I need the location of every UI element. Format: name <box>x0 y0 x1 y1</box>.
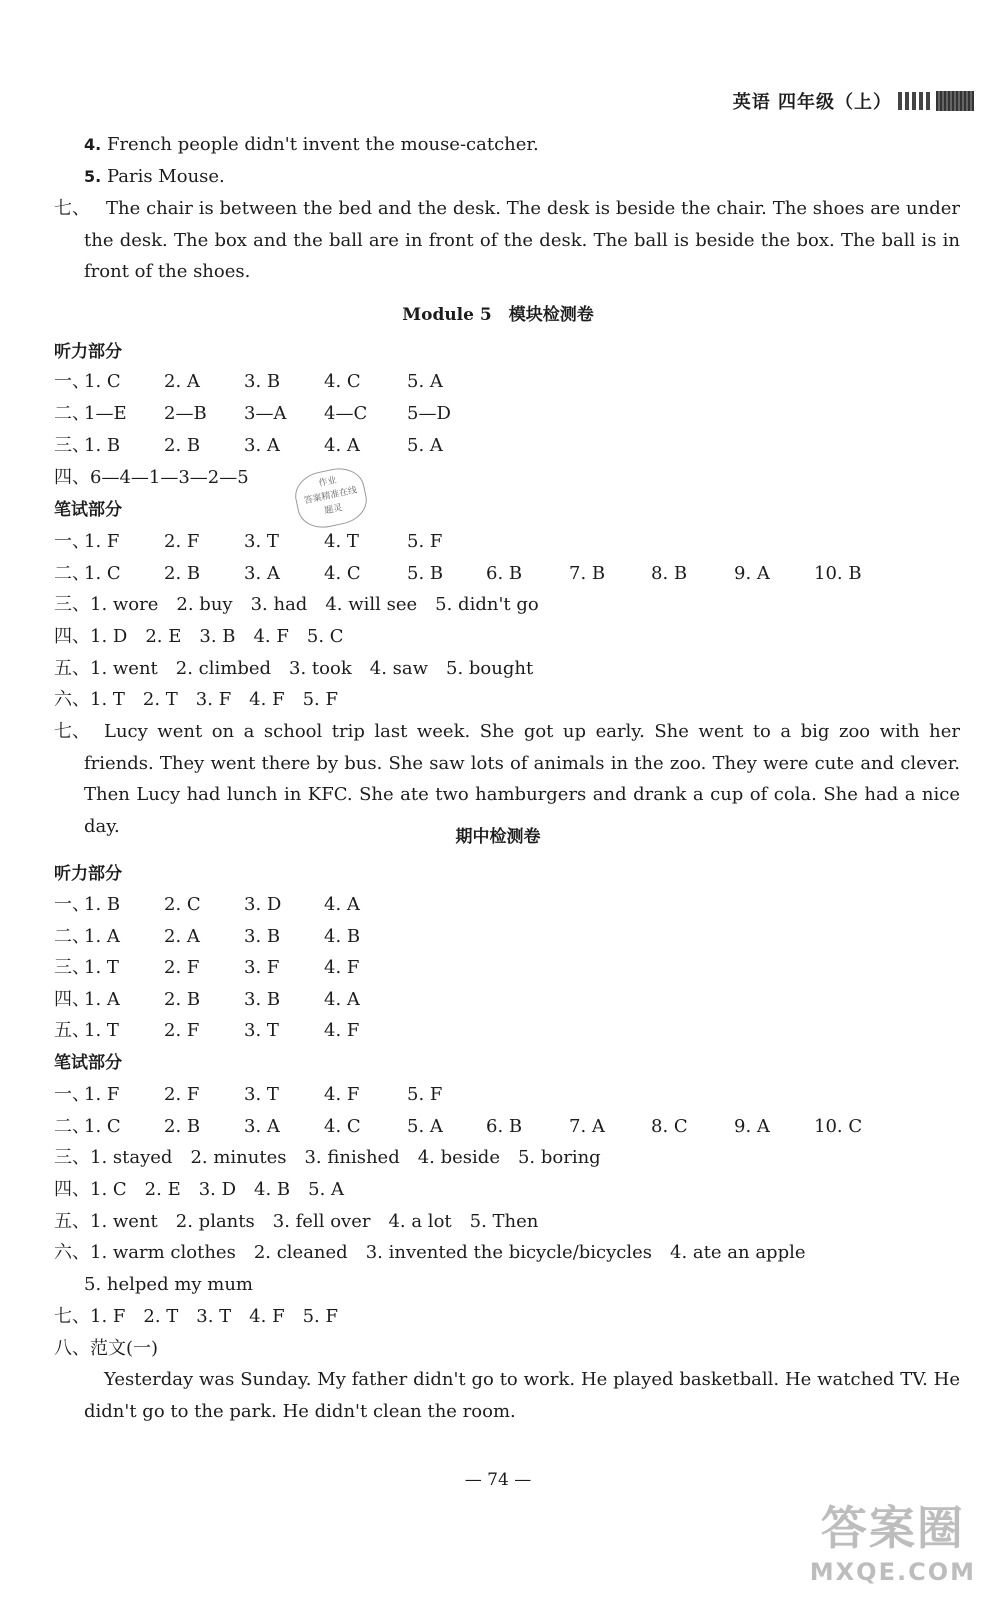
answer-item: 8. B <box>651 563 688 584</box>
q7-label: 七、 <box>54 198 90 219</box>
essay-paragraph: Yesterday was Sunday. My father didn't go to work. He played basketball. He watched TV. He didn't go to the park. He didn't clean the room. <box>84 1369 960 1422</box>
watermark-logo: 答案圈 MXQE.COM <box>809 1501 976 1586</box>
answer-item: 2. B <box>164 989 201 1010</box>
answer-item: 2. A <box>164 926 200 947</box>
answer-row <box>54 1019 360 1043</box>
answer-row <box>54 562 862 586</box>
answer-item: 1. F <box>84 1084 120 1105</box>
answer-item: 1. C <box>84 371 121 392</box>
answer-row <box>54 1083 443 1107</box>
answer-row: 六、1. T 2. T 3. F 4. F 5. F <box>54 689 338 710</box>
answer-item: 1. A <box>84 989 120 1010</box>
answer-item: 1. C <box>84 1116 121 1137</box>
answer-item: 2. A <box>164 371 200 392</box>
answer-row: 三、1. wore 2. buy 3. had 4. will see 5. didn't go <box>54 594 539 615</box>
question-label: 一、 <box>54 371 90 392</box>
answer-item: 6. B <box>486 1116 523 1137</box>
answer-item: 2. B <box>164 563 201 584</box>
answer-item: 2. F <box>164 1020 200 1041</box>
question-label: 三、 <box>54 957 90 978</box>
header-title: 英语 四年级（上） <box>732 92 892 113</box>
question-label: 一、 <box>54 1084 90 1105</box>
answer-item: 4. F <box>324 957 360 978</box>
stamp: 作业 答案精准在线 题灵 <box>291 463 371 532</box>
answer-item: 9. A <box>734 563 770 584</box>
question-label: 三、 <box>54 435 90 456</box>
answer-row: 四、1. D 2. E 3. B 4. F 5. C <box>54 626 344 647</box>
question-label: 五、 <box>54 1020 90 1041</box>
answer-row <box>54 402 451 426</box>
q7-label: 七、 <box>54 721 90 742</box>
answer-item: 10. B <box>814 563 862 584</box>
answer-row <box>54 893 360 917</box>
answer-item: 2. C <box>164 894 201 915</box>
answer-row: 七、1. F 2. T 3. T 4. F 5. F <box>54 1306 338 1327</box>
answer-row: 六、1. warm clothes 2. cleaned 3. invented the bicycle/bicycles 4. ate an apple <box>54 1242 806 1263</box>
answer-row <box>54 1115 863 1139</box>
answer-line: 5. Paris Mouse. <box>84 166 225 187</box>
answer-item: 5. B <box>407 563 444 584</box>
answer-row: 八、范文(一) <box>54 1338 159 1359</box>
answer-item: 6. B <box>486 563 523 584</box>
answer-row: 四、1. C 2. E 3. D 4. B 5. A <box>54 1179 345 1200</box>
header-decoration <box>898 92 930 110</box>
essay-paragraph: Lucy went on a school trip last week. She got up early. She went to a big zoo with her friends. They went there by bus. She saw lots of animals in the zoo. They were cute and clever. Then Lucy had lunch in KFC. She ate two hamburgers and drank a cup of cola. She had a nice day. <box>84 721 960 838</box>
answer-item: 3. B <box>244 989 281 1010</box>
answer-item: 3. T <box>244 531 279 552</box>
running-header <box>733 88 974 114</box>
header-block <box>936 91 974 111</box>
answer-item: 3. T <box>244 1084 279 1105</box>
answer-item: 1—E <box>84 403 127 424</box>
answer-item: 9. A <box>734 1116 770 1137</box>
answer-item: 1. B <box>84 894 121 915</box>
answer-item: 2. F <box>164 1084 200 1105</box>
answer-item: 1. C <box>84 563 121 584</box>
question-label: 二、 <box>54 926 90 947</box>
answer-row: 四、6—4—1—3—2—5 <box>54 467 249 488</box>
answer-item: 4. C <box>324 1116 361 1137</box>
answer-item: 4. A <box>324 989 360 1010</box>
answer-item: 3—A <box>244 403 287 424</box>
answer-item: 1. T <box>84 1020 119 1041</box>
answer-row: 5. helped my mum <box>84 1274 254 1295</box>
answer-item: 5. F <box>407 531 443 552</box>
answer-item: 7. A <box>569 1116 605 1137</box>
answer-row <box>54 988 360 1012</box>
answer-row <box>54 370 443 394</box>
answer-item: 1. A <box>84 926 120 947</box>
answer-item: 3. B <box>244 926 281 947</box>
answer-item: 3. F <box>244 957 280 978</box>
answer-item: 2. F <box>164 957 200 978</box>
answer-item: 5. F <box>407 1084 443 1105</box>
answer-row: 五、1. went 2. plants 3. fell over 4. a lot 5. Then <box>54 1211 539 1232</box>
answer-item: 4. F <box>324 1020 360 1041</box>
section-heading: 听力部分 <box>54 864 122 884</box>
answer-row: 五、1. went 2. climbed 3. took 4. saw 5. bought <box>54 658 534 679</box>
answer-item: 4. T <box>324 531 359 552</box>
q7-paragraph: The chair is between the bed and the desk. The desk is beside the chair. The shoes are under the desk. The box and the ball are in front of the desk. The ball is beside the box. The ball is in front of the shoes. <box>84 198 960 283</box>
question-label: 一、 <box>54 894 90 915</box>
answer-item: 2. B <box>164 1116 201 1137</box>
answer-item: 4—C <box>324 403 368 424</box>
section-heading: 笔试部分 <box>54 500 122 520</box>
answer-item: 3. B <box>244 371 281 392</box>
answer-item: 3. A <box>244 563 280 584</box>
answer-row <box>54 925 361 949</box>
answer-item: 1. T <box>84 957 119 978</box>
question-label: 二、 <box>54 563 90 584</box>
midterm-title: 期中检测卷 <box>455 827 541 847</box>
answer-item: 8. C <box>651 1116 688 1137</box>
answer-item: 7. B <box>569 563 606 584</box>
answer-item: 2. F <box>164 531 200 552</box>
answer-item: 4. C <box>324 563 361 584</box>
question-label: 一、 <box>54 531 90 552</box>
answer-row <box>54 956 360 980</box>
question-label: 四、 <box>54 989 90 1010</box>
answer-item: 3. D <box>244 894 282 915</box>
answer-item: 5. A <box>407 435 443 456</box>
answer-item: 4. B <box>324 926 361 947</box>
answer-row: 三、1. stayed 2. minutes 3. finished 4. beside 5. boring <box>54 1147 601 1168</box>
answer-item: 1. B <box>84 435 121 456</box>
answer-item: 2. B <box>164 435 201 456</box>
question-label: 二、 <box>54 1116 90 1137</box>
answer-item: 3. A <box>244 435 280 456</box>
answer-item: 10. C <box>814 1116 863 1137</box>
answer-item: 4. F <box>324 1084 360 1105</box>
answer-item: 5. A <box>407 1116 443 1137</box>
answer-item: 4. A <box>324 435 360 456</box>
section-heading: 听力部分 <box>54 342 122 362</box>
page-number: — 74 — <box>464 1470 532 1490</box>
question-label: 二、 <box>54 403 90 424</box>
section-heading: 笔试部分 <box>54 1053 122 1073</box>
answer-item: 5. A <box>407 371 443 392</box>
answer-line: 4. French people didn't invent the mouse-catcher. <box>84 134 539 155</box>
answer-item: 3. A <box>244 1116 280 1137</box>
answer-item: 3. T <box>244 1020 279 1041</box>
answer-row <box>54 530 443 554</box>
answer-item: 1. F <box>84 531 120 552</box>
answer-row <box>54 434 443 458</box>
answer-item: 5—D <box>407 403 451 424</box>
answer-item: 4. C <box>324 371 361 392</box>
module5-title: Module 5 模块检测卷 <box>402 305 594 325</box>
answer-item: 4. A <box>324 894 360 915</box>
answer-item: 2—B <box>164 403 207 424</box>
